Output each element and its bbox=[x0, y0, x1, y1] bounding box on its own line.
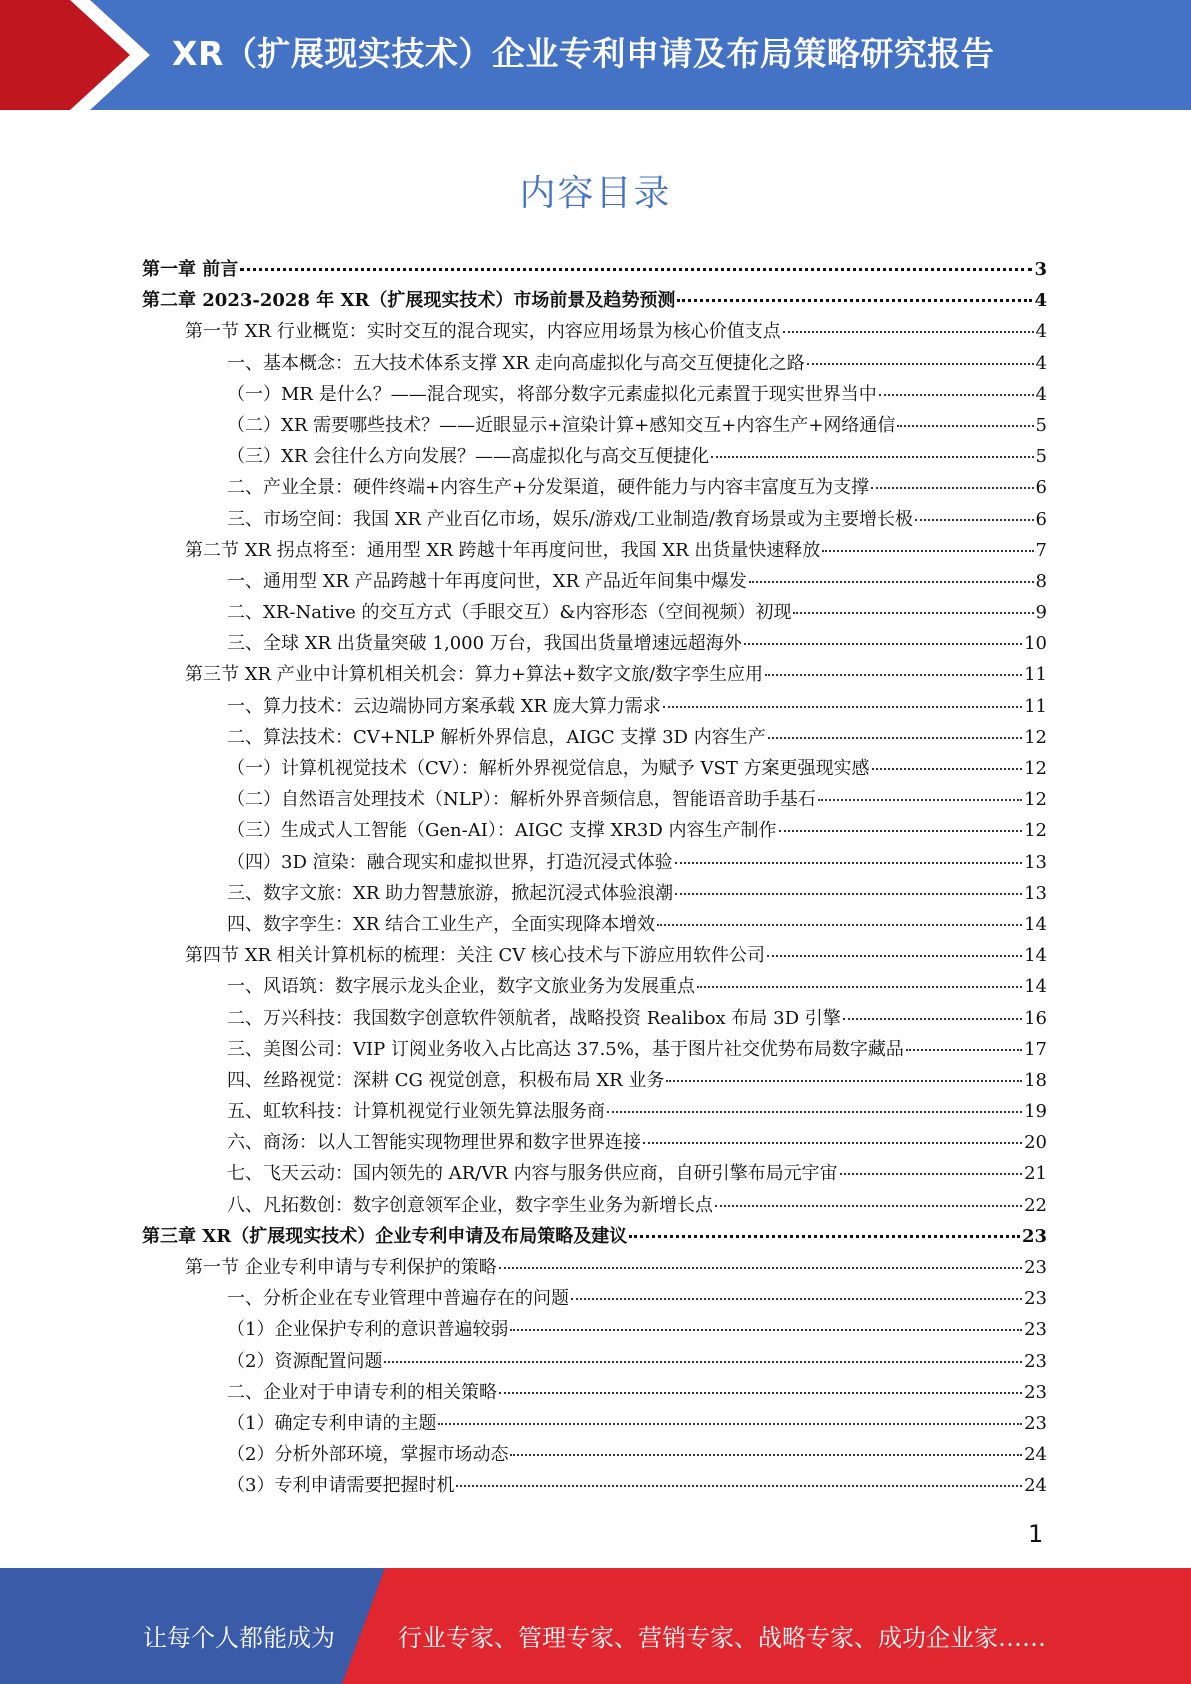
toc-entry-title: 二、XR-Native 的交互方式（手眼交互）&内容形态（空间视频）初现 bbox=[227, 602, 792, 624]
toc-entry[interactable] bbox=[142, 784, 1047, 815]
toc-entry-title: 第二章 2023-2028 年 XR（扩展现实技术）市场前景及趋势预测 bbox=[142, 290, 676, 312]
toc-entry-title: 七、飞天云动：国内领先的 AR/VR 内容与服务供应商，自研引擎布局元宇宙 bbox=[227, 1163, 838, 1185]
toc-entry-page: 16 bbox=[1024, 1007, 1047, 1029]
toc-dot-leader bbox=[240, 268, 1032, 271]
toc-entry-page: 24 bbox=[1024, 1475, 1047, 1497]
toc-entry-page: 4 bbox=[1034, 290, 1047, 312]
toc-entry[interactable] bbox=[142, 1190, 1047, 1221]
toc-entry-title: （一）计算机视觉技术（CV）：解析外界视觉信息，为赋予 VST 方案更强现实感 bbox=[227, 758, 870, 779]
toc-entry[interactable] bbox=[142, 1065, 1047, 1096]
toc-entry-title: （四）3D 渲染：融合现实和虚拟世界，打造沉浸式体验 bbox=[227, 851, 673, 873]
toc-entry[interactable] bbox=[142, 628, 1047, 659]
toc-dot-leader bbox=[384, 1361, 1022, 1363]
toc-entry[interactable] bbox=[142, 753, 1047, 784]
toc-entry[interactable] bbox=[142, 597, 1047, 628]
toc-entry-title: 二、万兴科技：我国数字创意软件领航者，战略投资 Realibox 布局 3D 引擎 bbox=[227, 1007, 841, 1029]
toc-entry-title: 八、凡拓数创：数字创意领军企业，数字孪生业务为新增长点 bbox=[227, 1194, 713, 1216]
toc-heading: 内容目录 bbox=[519, 173, 672, 214]
toc-entry-title: 三、美图公司：VIP 订阅业务收入占比高达 37.5%，基于图片社交优势布局数字藏品 bbox=[227, 1038, 904, 1060]
toc-entry[interactable] bbox=[142, 441, 1047, 472]
toc-entry-page: 23 bbox=[1024, 1350, 1047, 1372]
toc-entry[interactable] bbox=[142, 971, 1047, 1002]
toc-entry-page: 11 bbox=[1024, 664, 1047, 686]
toc-entry-page: 12 bbox=[1024, 820, 1047, 842]
toc-entry-page: 14 bbox=[1024, 945, 1047, 967]
toc-entry-title: 四、丝路视觉：深耕 CG 视觉创意，积极布局 XR 业务 bbox=[227, 1069, 665, 1091]
toc-entry[interactable] bbox=[142, 254, 1047, 285]
toc-entry-title: 五、虹软科技：计算机视觉行业领先算法服务商 bbox=[227, 1101, 605, 1123]
toc-dot-leader bbox=[675, 893, 1022, 895]
toc-entry-page: 4 bbox=[1035, 383, 1047, 405]
toc-entry-title: （2）资源配置问题 bbox=[227, 1350, 383, 1372]
header-title: XR（扩展现实技术）企业专利申请及布局策略研究报告 bbox=[172, 34, 995, 73]
toc-entry-title: （三）XR 会往什么方向发展？——高虚拟化与高交互便捷化 bbox=[227, 446, 710, 468]
toc-entry-page: 7 bbox=[1035, 539, 1047, 561]
toc-dot-leader bbox=[767, 955, 1022, 957]
toc-entry-title: （一）MR 是什么？——混合现实，将部分数字元素虚拟化元素置于现实世界当中 bbox=[227, 383, 877, 405]
toc-dot-leader bbox=[510, 1454, 1022, 1456]
toc-entry-page: 9 bbox=[1035, 602, 1047, 624]
toc-entry-page: 21 bbox=[1024, 1163, 1047, 1185]
toc-entry-title: 第二节 XR 拐点将至：通用型 XR 跨越十年再度问世，我国 XR 出货量快速释放 bbox=[185, 539, 821, 561]
toc-entry-page: 12 bbox=[1024, 758, 1047, 779]
toc-entry-title: 第四节 XR 相关计算机标的梳理：关注 CV 核心技术与下游应用软件公司 bbox=[185, 945, 766, 967]
toc-entry-page: 4 bbox=[1035, 352, 1047, 374]
toc-dot-leader bbox=[744, 643, 1022, 645]
toc-dot-leader bbox=[675, 862, 1022, 864]
toc-dot-leader bbox=[749, 581, 1034, 583]
toc-dot-leader bbox=[711, 456, 1033, 458]
toc-entry[interactable] bbox=[142, 1127, 1047, 1158]
toc-entry-page: 23 bbox=[1024, 1288, 1047, 1310]
toc-entry[interactable] bbox=[142, 1377, 1047, 1408]
toc-dot-leader bbox=[697, 986, 1022, 988]
toc-entry[interactable] bbox=[142, 472, 1047, 503]
toc-dot-leader bbox=[871, 487, 1033, 489]
toc-entry-page: 13 bbox=[1024, 851, 1047, 873]
toc-entry-title: 六、商汤：以人工智能实现物理世界和数字世界连接 bbox=[227, 1132, 641, 1154]
toc-entry-page: 3 bbox=[1034, 259, 1047, 280]
toc-entry-title: 第三章 XR（扩展现实技术）企业专利申请及布局策略及建议 bbox=[142, 1225, 628, 1247]
toc-dot-leader bbox=[879, 394, 1034, 396]
toc-entry[interactable] bbox=[142, 1096, 1047, 1127]
toc-dot-leader bbox=[872, 768, 1023, 770]
toc-entry-page: 24 bbox=[1024, 1444, 1047, 1466]
toc-dot-leader bbox=[783, 331, 1034, 333]
toc-entry-title: 四、数字孪生：XR 结合工业生产，全面实现降本增效 bbox=[227, 913, 656, 935]
toc-entry[interactable] bbox=[142, 1221, 1047, 1252]
toc-entry-page: 5 bbox=[1035, 446, 1047, 468]
toc-entry-page: 11 bbox=[1024, 695, 1047, 717]
toc-entry-title: 二、企业对于申请专利的相关策略 bbox=[227, 1381, 497, 1403]
toc-dot-leader bbox=[510, 1329, 1022, 1331]
toc-entry-page: 5 bbox=[1035, 414, 1047, 436]
toc-entry-page: 19 bbox=[1024, 1101, 1047, 1123]
toc-entry-page: 12 bbox=[1024, 789, 1047, 811]
toc-entry[interactable] bbox=[142, 504, 1047, 535]
toc-entry[interactable] bbox=[142, 847, 1047, 878]
toc-entry-page: 12 bbox=[1024, 726, 1047, 748]
toc-entry[interactable] bbox=[142, 566, 1047, 597]
toc-entry-page: 23 bbox=[1024, 1412, 1047, 1434]
toc-entry-title: 一、风语筑：数字展示龙头企业，数字文旅业务为发展重点 bbox=[227, 976, 695, 998]
toc-entry-page: 13 bbox=[1024, 882, 1047, 904]
toc-entry-title: 一、算力技术：云边端协同方案承载 XR 庞大算力需求 bbox=[227, 695, 661, 717]
table-of-contents bbox=[142, 254, 1047, 1502]
toc-entry[interactable] bbox=[142, 1252, 1047, 1283]
toc-dot-leader bbox=[779, 830, 1023, 832]
toc-entry-page: 6 bbox=[1035, 477, 1047, 499]
toc-entry-page: 6 bbox=[1035, 508, 1047, 530]
toc-dot-leader bbox=[456, 1485, 1022, 1487]
toc-dot-leader bbox=[499, 1267, 1022, 1269]
toc-entry-title: 三、数字文旅：XR 助力智慧旅游，掀起沉浸式体验浪潮 bbox=[227, 882, 674, 904]
toc-entry[interactable] bbox=[142, 878, 1047, 909]
toc-entry[interactable] bbox=[142, 410, 1047, 441]
toc-entry-title: 第一章 前言 bbox=[142, 259, 239, 280]
toc-entry-page: 4 bbox=[1035, 321, 1047, 343]
toc-entry[interactable] bbox=[142, 691, 1047, 722]
toc-dot-leader bbox=[666, 1080, 1022, 1082]
toc-entry-title: （3）专利申请需要把握时机 bbox=[227, 1475, 455, 1497]
header-band bbox=[0, 0, 1191, 110]
toc-entry[interactable] bbox=[142, 535, 1047, 566]
toc-entry-title: （三）生成式人工智能（Gen-AI）：AIGC 支撑 XR3D 内容生产制作 bbox=[227, 820, 777, 842]
header-red-arrow-shape bbox=[0, 0, 160, 110]
toc-entry[interactable] bbox=[142, 909, 1047, 940]
toc-entry-page: 14 bbox=[1024, 913, 1047, 935]
toc-dot-leader bbox=[793, 612, 1033, 614]
toc-entry-title: 一、通用型 XR 产品跨越十年再度问世，XR 产品近年间集中爆发 bbox=[227, 570, 747, 592]
toc-entry[interactable] bbox=[142, 316, 1047, 347]
page-number: 1 bbox=[1028, 1520, 1044, 1548]
toc-entry[interactable] bbox=[142, 1470, 1047, 1501]
toc-entry-page: 17 bbox=[1024, 1038, 1047, 1060]
toc-entry-page: 23 bbox=[1021, 1225, 1047, 1247]
toc-dot-leader bbox=[715, 1205, 1022, 1207]
toc-entry[interactable] bbox=[142, 1158, 1047, 1189]
toc-entry[interactable] bbox=[142, 722, 1047, 753]
toc-entry[interactable] bbox=[142, 348, 1047, 379]
toc-dot-leader bbox=[499, 1392, 1022, 1394]
toc-entry[interactable] bbox=[142, 1003, 1047, 1034]
toc-entry[interactable] bbox=[142, 659, 1047, 690]
toc-entry[interactable] bbox=[142, 285, 1047, 316]
toc-dot-leader bbox=[840, 1173, 1022, 1175]
toc-dot-leader bbox=[663, 706, 1022, 708]
toc-entry-title: 第三节 XR 产业中计算机相关机会：算力+算法+数字文旅/数字孪生应用 bbox=[185, 664, 764, 686]
toc-entry[interactable] bbox=[142, 1283, 1047, 1314]
footer-band bbox=[0, 1568, 1191, 1684]
toc-dot-leader bbox=[807, 363, 1034, 365]
toc-entry-page: 23 bbox=[1024, 1319, 1047, 1341]
toc-entry[interactable] bbox=[142, 1408, 1047, 1439]
toc-entry-page: 23 bbox=[1024, 1381, 1047, 1403]
footer-slogan-right: 行业专家、管理专家、营销专家、战略专家、成功企业家…… bbox=[398, 1624, 1046, 1652]
toc-entry-page: 20 bbox=[1024, 1132, 1047, 1154]
toc-dot-leader bbox=[438, 1423, 1022, 1425]
toc-entry-page: 14 bbox=[1024, 976, 1047, 998]
toc-dot-leader bbox=[571, 1298, 1022, 1300]
footer-slogan-left: 让每个人都能成为 bbox=[143, 1624, 335, 1652]
toc-dot-leader bbox=[822, 550, 1033, 552]
toc-dot-leader bbox=[915, 519, 1034, 521]
toc-entry[interactable] bbox=[142, 940, 1047, 971]
toc-entry[interactable] bbox=[142, 815, 1047, 846]
toc-entry[interactable] bbox=[142, 1346, 1047, 1377]
toc-dot-leader bbox=[906, 1049, 1022, 1051]
toc-entry[interactable] bbox=[142, 1034, 1047, 1065]
toc-entry-title: （二）XR 需要哪些技术？——近眼显示+渲染计算+感知交互+内容生产+网络通信 bbox=[227, 414, 896, 436]
toc-entry-title: 二、算法技术：CV+NLP 解析外界信息，AIGC 支撑 3D 内容生产 bbox=[227, 726, 766, 748]
toc-entry[interactable] bbox=[142, 1314, 1047, 1345]
toc-dot-leader bbox=[607, 1111, 1022, 1113]
toc-entry-title: （1）确定专利申请的主题 bbox=[227, 1412, 437, 1434]
toc-entry-title: 第一节 企业专利申请与专利保护的策略 bbox=[185, 1257, 497, 1278]
toc-dot-leader bbox=[765, 674, 1022, 676]
toc-entry-title: 第一节 XR 行业概览：实时交互的混合现实，内容应用场景为核心价值支点 bbox=[185, 321, 781, 343]
toc-dot-leader bbox=[677, 299, 1032, 302]
toc-entry-page: 23 bbox=[1024, 1257, 1047, 1278]
toc-entry-title: 三、市场空间：我国 XR 产业百亿市场，娱乐/游戏/工业制造/教育场景或为主要增长极 bbox=[227, 508, 914, 530]
toc-entry-title: 一、分析企业在专业管理中普遍存在的问题 bbox=[227, 1288, 569, 1310]
toc-entry-page: 18 bbox=[1024, 1069, 1047, 1091]
toc-entry-page: 10 bbox=[1024, 633, 1047, 655]
toc-dot-leader bbox=[629, 1235, 1020, 1238]
toc-entry-page: 22 bbox=[1024, 1194, 1047, 1216]
toc-entry[interactable] bbox=[142, 379, 1047, 410]
toc-dot-leader bbox=[657, 924, 1022, 926]
toc-dot-leader bbox=[843, 1018, 1022, 1020]
toc-entry-title: （2）分析外部环境，掌握市场动态 bbox=[227, 1444, 509, 1466]
toc-entry-title: 三、全球 XR 出货量突破 1,000 万台，我国出货量增速远超海外 bbox=[227, 633, 742, 655]
toc-dot-leader bbox=[897, 425, 1033, 427]
toc-entry-title: 二、产业全景：硬件终端+内容生产+分发渠道，硬件能力与内容丰富度互为支撑 bbox=[227, 477, 870, 499]
toc-dot-leader bbox=[818, 799, 1022, 801]
toc-entry-title: （1）企业保护专利的意识普遍较弱 bbox=[227, 1319, 509, 1341]
toc-entry-page: 8 bbox=[1035, 570, 1047, 592]
toc-dot-leader bbox=[643, 1142, 1022, 1144]
toc-entry-title: 一、基本概念：五大技术体系支撑 XR 走向高虚拟化与高交互便捷化之路 bbox=[227, 352, 805, 374]
toc-entry-title: （二）自然语言处理技术（NLP）：解析外界音频信息，智能语音助手基石 bbox=[227, 789, 816, 811]
toc-entry[interactable] bbox=[142, 1439, 1047, 1470]
toc-dot-leader bbox=[768, 737, 1022, 739]
